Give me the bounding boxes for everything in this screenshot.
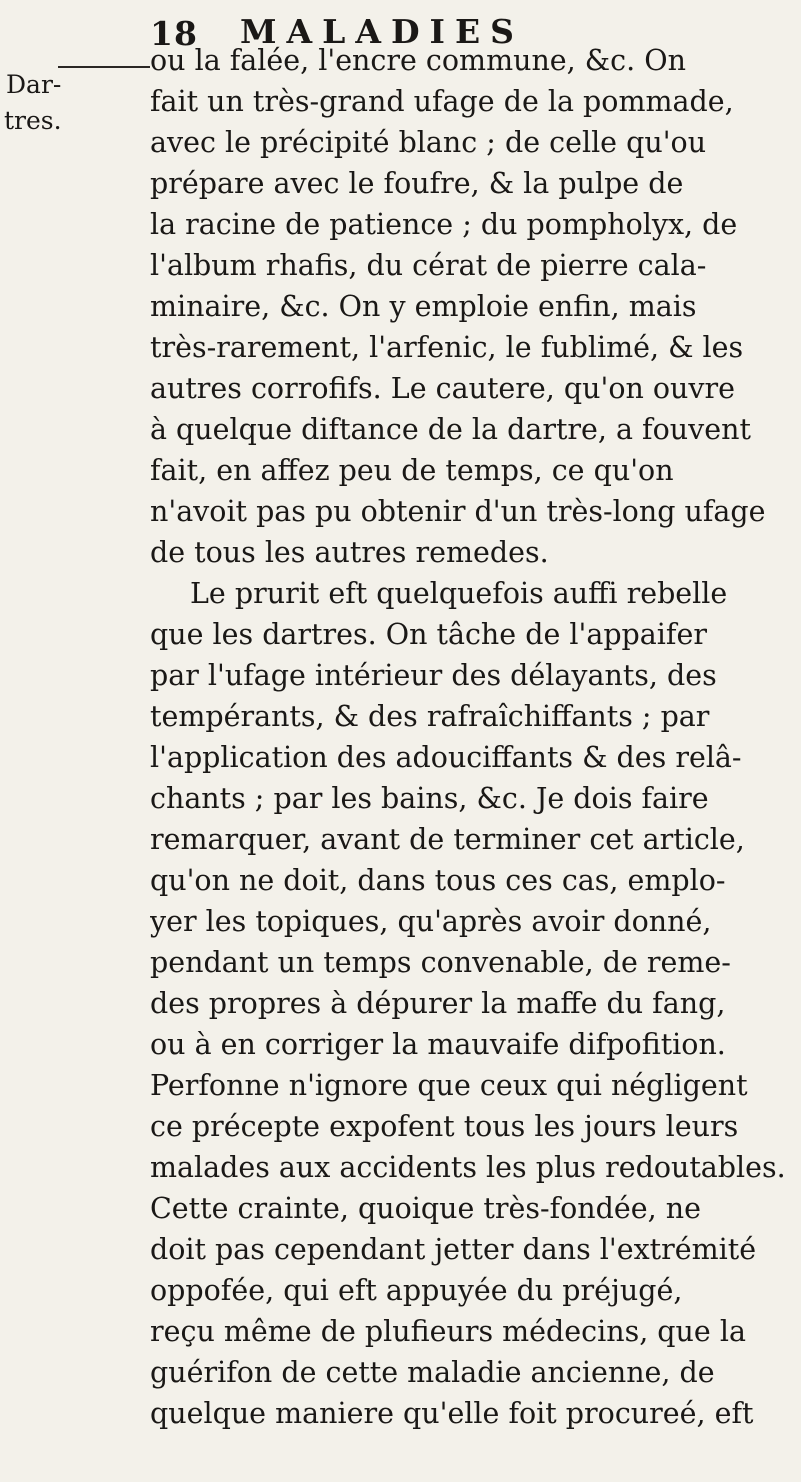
text-line: remarquer, avant de terminer cet article, (150, 823, 745, 856)
text-line: tempérants, & des rafraîchiffants ; par (150, 700, 710, 733)
text-line: prépare avec le foufre, & la pulpe de (150, 167, 684, 200)
text-line: ce précepte expofent tous les jours leurs (150, 1110, 739, 1143)
text-line: avec le précipité blanc ; de celle qu'ou (150, 126, 707, 159)
text-line: l'album rhafis, du cérat de pierre cala- (150, 249, 707, 282)
text-line: n'avoit pas pu obtenir d'un très-long ufage (150, 495, 766, 528)
margin-note-top: Dar- (6, 70, 62, 99)
text-line: pendant un temps convenable, de reme- (150, 946, 731, 979)
text-line: ou à en corriger la mauvaife difpofition. (150, 1028, 726, 1061)
text-line: Perfonne n'ignore que ceux qui négligent (150, 1069, 748, 1102)
text-line: très-rarement, l'arfenic, le fublimé, & les (150, 331, 744, 364)
text-line: que les dartres. On tâche de l'appaifer (150, 618, 707, 651)
text-line: reçu même de plufieurs médecins, que la (150, 1315, 746, 1348)
text-line: minaire, &c. On y emploie enfin, mais (150, 290, 697, 323)
text-line: doit pas cependant jetter dans l'extrémité (150, 1233, 757, 1266)
text-line: Le prurit eft quelquefois auffi rebelle (190, 577, 728, 610)
text-line: chants ; par les bains, &c. Je dois faire (150, 782, 709, 815)
main-text (150, 40, 790, 1434)
text-line: Cette crainte, quoique très-fondée, ne (150, 1192, 701, 1225)
text-line: à quelque diftance de la dartre, a fouvent (150, 413, 751, 446)
margin-rule (58, 66, 150, 68)
page-number: 18 (150, 14, 198, 53)
text-line: quelque maniere qu'elle foit procureé, eft (150, 1397, 754, 1430)
text-line: fait, en affez peu de temps, ce qu'on (150, 454, 674, 487)
text-line: de tous les autres remedes. (150, 536, 549, 569)
text-line: l'application des adouciffants & des relâ- (150, 741, 742, 774)
text-line: qu'on ne doit, dans tous ces cas, emplo- (150, 864, 726, 897)
text-line: ou la falée, l'encre commune, &c. On (150, 44, 686, 77)
text-line: oppofée, qui eft appuyée du préjugé, (150, 1274, 683, 1307)
text-line: la racine de patience ; du pompholyx, de (150, 208, 738, 241)
text-line: guérifon de cette maladie ancienne, de (150, 1356, 715, 1389)
text-line: des propres à dépurer la maffe du fang, (150, 987, 726, 1020)
text-line: fait un très-grand ufage de la pommade, (150, 85, 734, 118)
text-line: autres corrofifs. Le cautere, qu'on ouvre (150, 372, 736, 405)
text-line: malades aux accidents les plus redoutables. (150, 1151, 786, 1184)
margin-note-bottom: tres. (4, 106, 62, 135)
text-line: par l'ufage intérieur des délayants, des (150, 659, 717, 692)
text-line: yer les topiques, qu'après avoir donné, (150, 905, 712, 938)
running-title: MALADIES (240, 12, 524, 51)
